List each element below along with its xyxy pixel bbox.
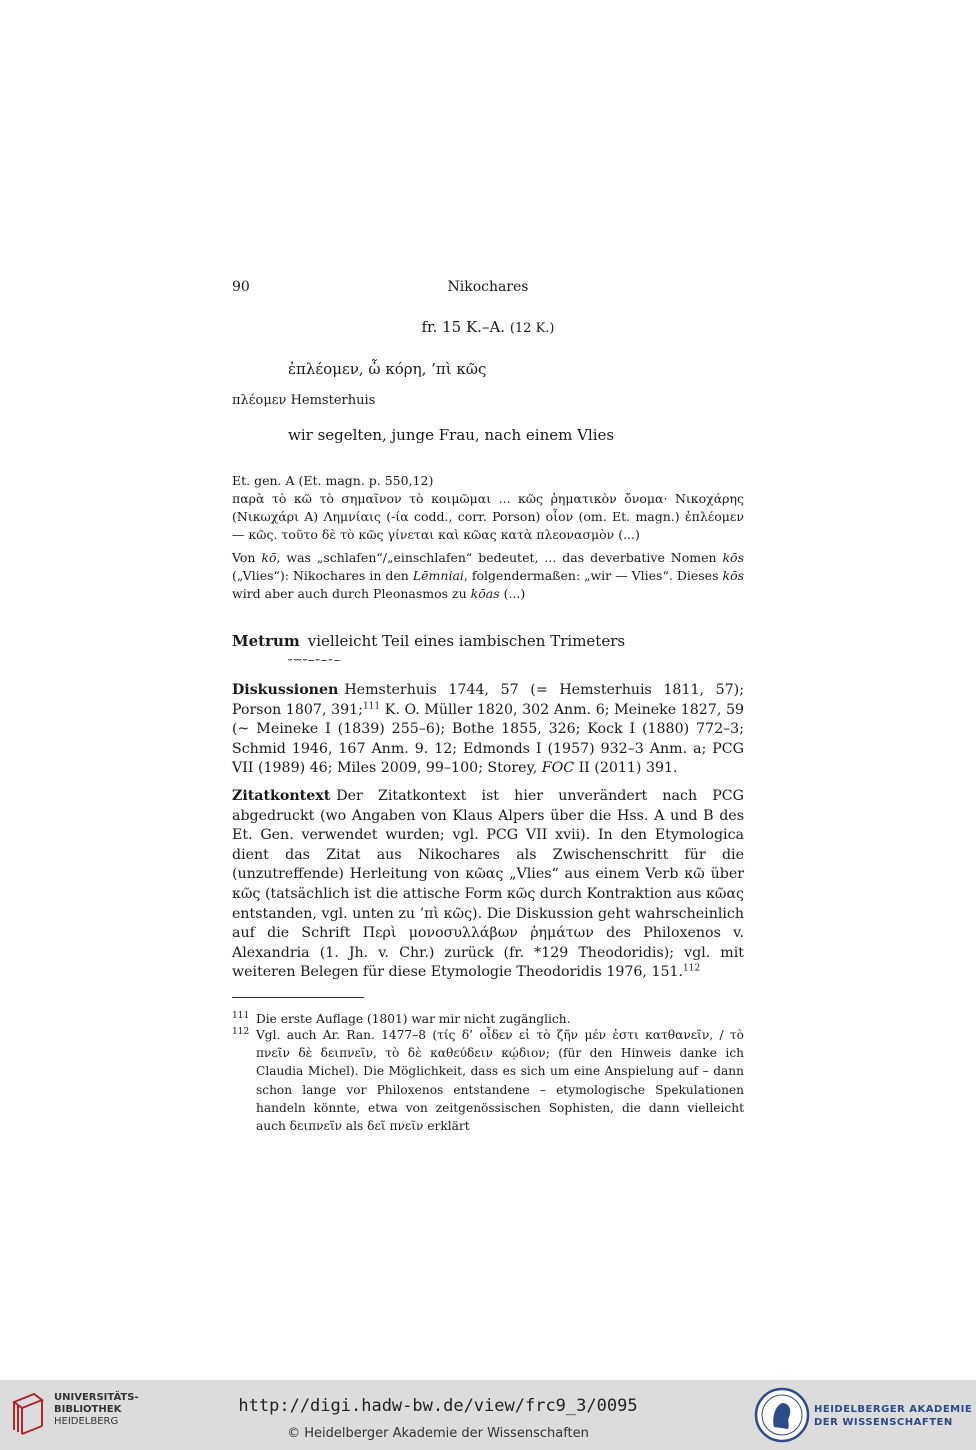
fragment-translation: wir segelten, junge Frau, nach einem Vlies [288,426,615,444]
text-run: II (2011) 391. [574,760,678,777]
viewer-footer [0,1380,976,1450]
italic-run: FOC [541,760,575,777]
footnote-divider [232,997,364,998]
metrical-scheme: ⏑⏖⏑–⏑–⏑– [288,653,342,668]
library-name-line: UNIVERSITÄTS- [54,1392,139,1403]
copyright-notice: © Heidelberger Akademie der Wissenschaften [287,1426,589,1441]
text-run: (...) [499,586,526,601]
source-citation [232,472,744,544]
library-name-line: HEIDELBERG [54,1416,119,1427]
italic-run: Lēmniai [412,568,464,583]
zitatkontext-section [232,787,744,983]
library-name-line: BIBLIOTHEK [54,1404,122,1415]
footnote-ref[interactable]: 112 [683,963,701,974]
text-run: wird aber auch durch Pleonasmos zu [232,586,471,601]
fragment-title-alt: (12 K.) [509,321,555,336]
diskussionen-section [232,681,744,779]
apparatus-criticus: πλέομεν Hemsterhuis [232,393,376,408]
source-translation [232,549,744,603]
italic-run: kōs [722,568,745,583]
source-line: Et. gen. A (Et. magn. p. 550,12) [232,473,434,488]
footnote-text: Die erste Auflage (1801) war mir nicht zugänglich. [256,1012,571,1026]
running-title: Nikochares [447,279,529,295]
text-run: Hemsterhuis 1744, 57 (= Hemsterhuis 1811, 57); Porson 1807, 391; [232,682,744,718]
zitatkontext-label: Zitatkontext [232,788,331,804]
italic-run: kō [261,550,277,565]
metrum-text: vielleicht Teil eines iambischen Trimeters [307,632,626,650]
fragment-title-main: fr. 15 K.–A. [421,318,506,336]
diskussionen-label: Diskussionen [232,682,339,698]
footnote-112 [232,1026,744,1135]
footnote-number: 111 [232,1011,250,1021]
metrum-section [232,632,625,650]
text-run: K. O. Müller 1820, 302 Anm. 6; Meineke 1827, 59 (~ Meineke I (1839) 255–6); Bothe 1855, 326; Kock I (1880) 772–3; Schmid 1946, 167 Anm. 9. 12; Edmonds I (1957) 932–3 Anm. a; PCG VII (1989) 46; Miles 2009, 99–100; Storey, [232,701,744,777]
fragment-title [0,318,976,336]
permalink-url[interactable]: http://digi.hadw-bw.de/view/frc9_3/0095 [238,1396,638,1416]
academy-name[interactable] [814,1403,972,1429]
metrum-label: Metrum [232,632,300,650]
text-run: („Vlies“): Nikochares in den [232,568,413,583]
text-run: , was „schlafen“/„einschlafen“ bedeutet, ... das deverbative Nomen [276,550,723,565]
page-number: 90 [232,279,250,295]
academy-name-line: DER WISSENSCHAFTEN [814,1417,953,1428]
text-run: Von [232,550,262,565]
footnote-text: Vgl. auch Ar. Ran. 1477–8 (τίς δ’ οἶδεν εἰ τὸ ζῆν μέν ἐστι κατθανεῖν, / τὸ πνεῖν δὲ δειπνεῖν, τὸ δὲ καθεύδειν κῴδιον; (für den Hinweis danke ich Claudia Michel). Die Möglichkeit, dass es sich um eine Anspielung auf – dann schon lange vor Philoxenos entstandene – etymologische Spekulationen handeln könnte, etwa von zeitgenössischen Sophisten, die dann vielleicht auch δειπνεῖν als δεῖ πνεῖν erklärt [256,1028,744,1134]
footnote-number: 112 [232,1027,250,1037]
zitatkontext-text: Der Zitatkontext ist hier unverändert nach PCG abgedruckt (wo Angaben von Klaus Alpers über die Hss. A und B des Et. Gen. verwendet wurden; vgl. PCG VII xvii). In den Etymologica dient das Zitat aus Nikochares als Zwischenschritt für die (unzutreffende) Herleitung von κῶας „Vlies“ aus einem Verb κῶ über κῶς (tatsächlich ist die attische Form κῶς durch Kontraktion aus κῶας entstanden, vgl. unten zu ’πὶ κῶς). Die Diskussion geht wahrscheinlich auf die Schrift Περὶ μονοσυλλάβων ῥημάτων des Philoxenos v. Alexandria (1. Jh. v. Chr.) zurück (fr. *129 Theodoridis); vgl. mit weiteren Belegen für diese Etymologie Theodoridis 1976, 151. [232,788,744,981]
academy-seal-icon[interactable] [754,1387,810,1443]
italic-run: kōas [470,586,500,601]
source-greek: παρὰ τὸ κῶ τὸ σημαῖνον τὸ κοιμῶμαι ... κῶς ῥηματικὸν ὄνομα· Νικοχάρης (Νικωχάρι A) Λημνίαις (-ία codd., corr. Porson) οἷον (om. Et. magn.) ἐπλέομεν — κῶς. τοῦτο δὲ τὸ κῶς γίνεται καὶ κῶας κατὰ πλεονασμὸν (...) [232,491,744,542]
fragment-greek-text: ἐπλέομεν, ὦ κόρη, ’πὶ κῶς [288,360,487,378]
text-run: , folgendermaßen: „wir — Vlies“. Dieses [463,568,723,583]
footnote-ref[interactable]: 111 [362,700,381,711]
italic-run: kōs [722,550,744,565]
academy-name-line: HEIDELBERGER AKADEMIE [814,1404,973,1415]
